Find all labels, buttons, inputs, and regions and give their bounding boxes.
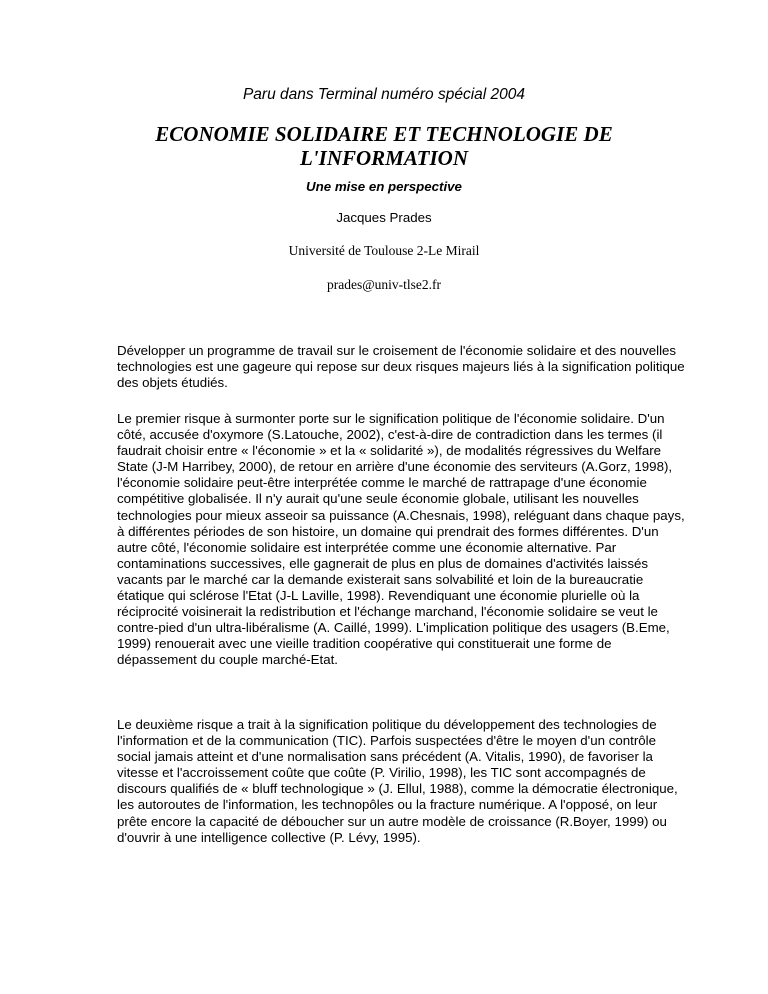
article-subtitle: Une mise en perspective [306, 179, 462, 194]
author-name: Jacques Prades [336, 210, 432, 225]
body-paragraph-2 [117, 411, 687, 669]
article-title-line-1: ECONOMIE SOLIDAIRE ET TECHNOLOGIE DE [155, 122, 613, 146]
article-title-line-2: L'INFORMATION [299, 146, 469, 170]
author-email: prades@univ-tlse2.fr [326, 277, 442, 292]
paragraph-text: Développer un programme de travail sur le croisement de l'économie solidaire et des nouvelles technologies est une gageure qui repose sur deux risques majeurs liés à la signification politique des objets étudiés. [117, 343, 685, 391]
journal-reference: Paru dans Terminal numéro spécial 2004 [242, 86, 526, 103]
article-title [0, 122, 768, 170]
author-affiliation: Université de Toulouse 2-Le Mirail [288, 243, 480, 258]
body-paragraph-1 [117, 343, 687, 391]
paragraph-text: Le premier risque à surmonter porte sur le signification politique de l'économie solidaire. D'un côté, accusée d'oxymore (S.Latouche, 2002), c'est-à-dire de contradiction dans les termes (il faudrait choisir entre « l'économie » et la « solidarité »), de modalités régressives du Welfare State (J-M Harribey, 2000), de retour en arrière d'une économie des serviteurs (A.Gorz, 1998), l'économie solidaire peut-être interprétée comme le marché de rattrapage d'une économie compétitive globalisée. Il n'y aurait qu'une seule économie globale, utilisant les nouvelles technologies pour mieux asseoir sa puissance (A.Chesnais, 1998), reléguant dans chaque pays, à différentes périodes de son histoire, un domaine qui prendrait des formes différentes. D'un autre côté, l'économie solidaire est interprétée comme une économie alternative. Par contaminations successives, elle gagnerait de plus en plus de domaines d'activités laissés vacants par le marché car la demande existerait sans solvabilité et loin de la bureaucratie étatique qui sclérose l'Etat (J-L Laville, 1998). Revendiquant une économie plurielle où la réciprocité voisinerait la redistribution et l'échange marchand, l'économie solidaire se veut le contre-pied d'un ultra-libéralisme (A. Caillé, 1999). L'implication politique des usagers (B.Eme, 1999) renouerait avec une vieille tradition coopérative qui constituerait une forme de dépassement du couple marché-Etat. [117, 411, 685, 668]
paragraph-text: Le deuxième risque a trait à la signification politique du développement des technologies de l'information et de la communication (TIC). Parfois suspectées d'être le moyen d'un contrôle social jamais atteint et d'une normalisation sans précédent (A. Vitalis, 1990), de favoriser la vitesse et l'accroissement coûte que coûte (P. Virilio, 1998), les TIC sont accompagnés de discours qualifiés de « bluff technologique » (J. Ellul, 1988), comme la démocratie électronique, les autoroutes de l'information, les technopôles ou la fracture numérique. A l'opposé, on leur prête encore la capacité de déboucher sur un autre modèle de croissance (R.Boyer, 1999) ou d'ouvrir à une intelligence collective (P. Lévy, 1995). [117, 717, 678, 845]
body-paragraph-3 [117, 717, 687, 846]
